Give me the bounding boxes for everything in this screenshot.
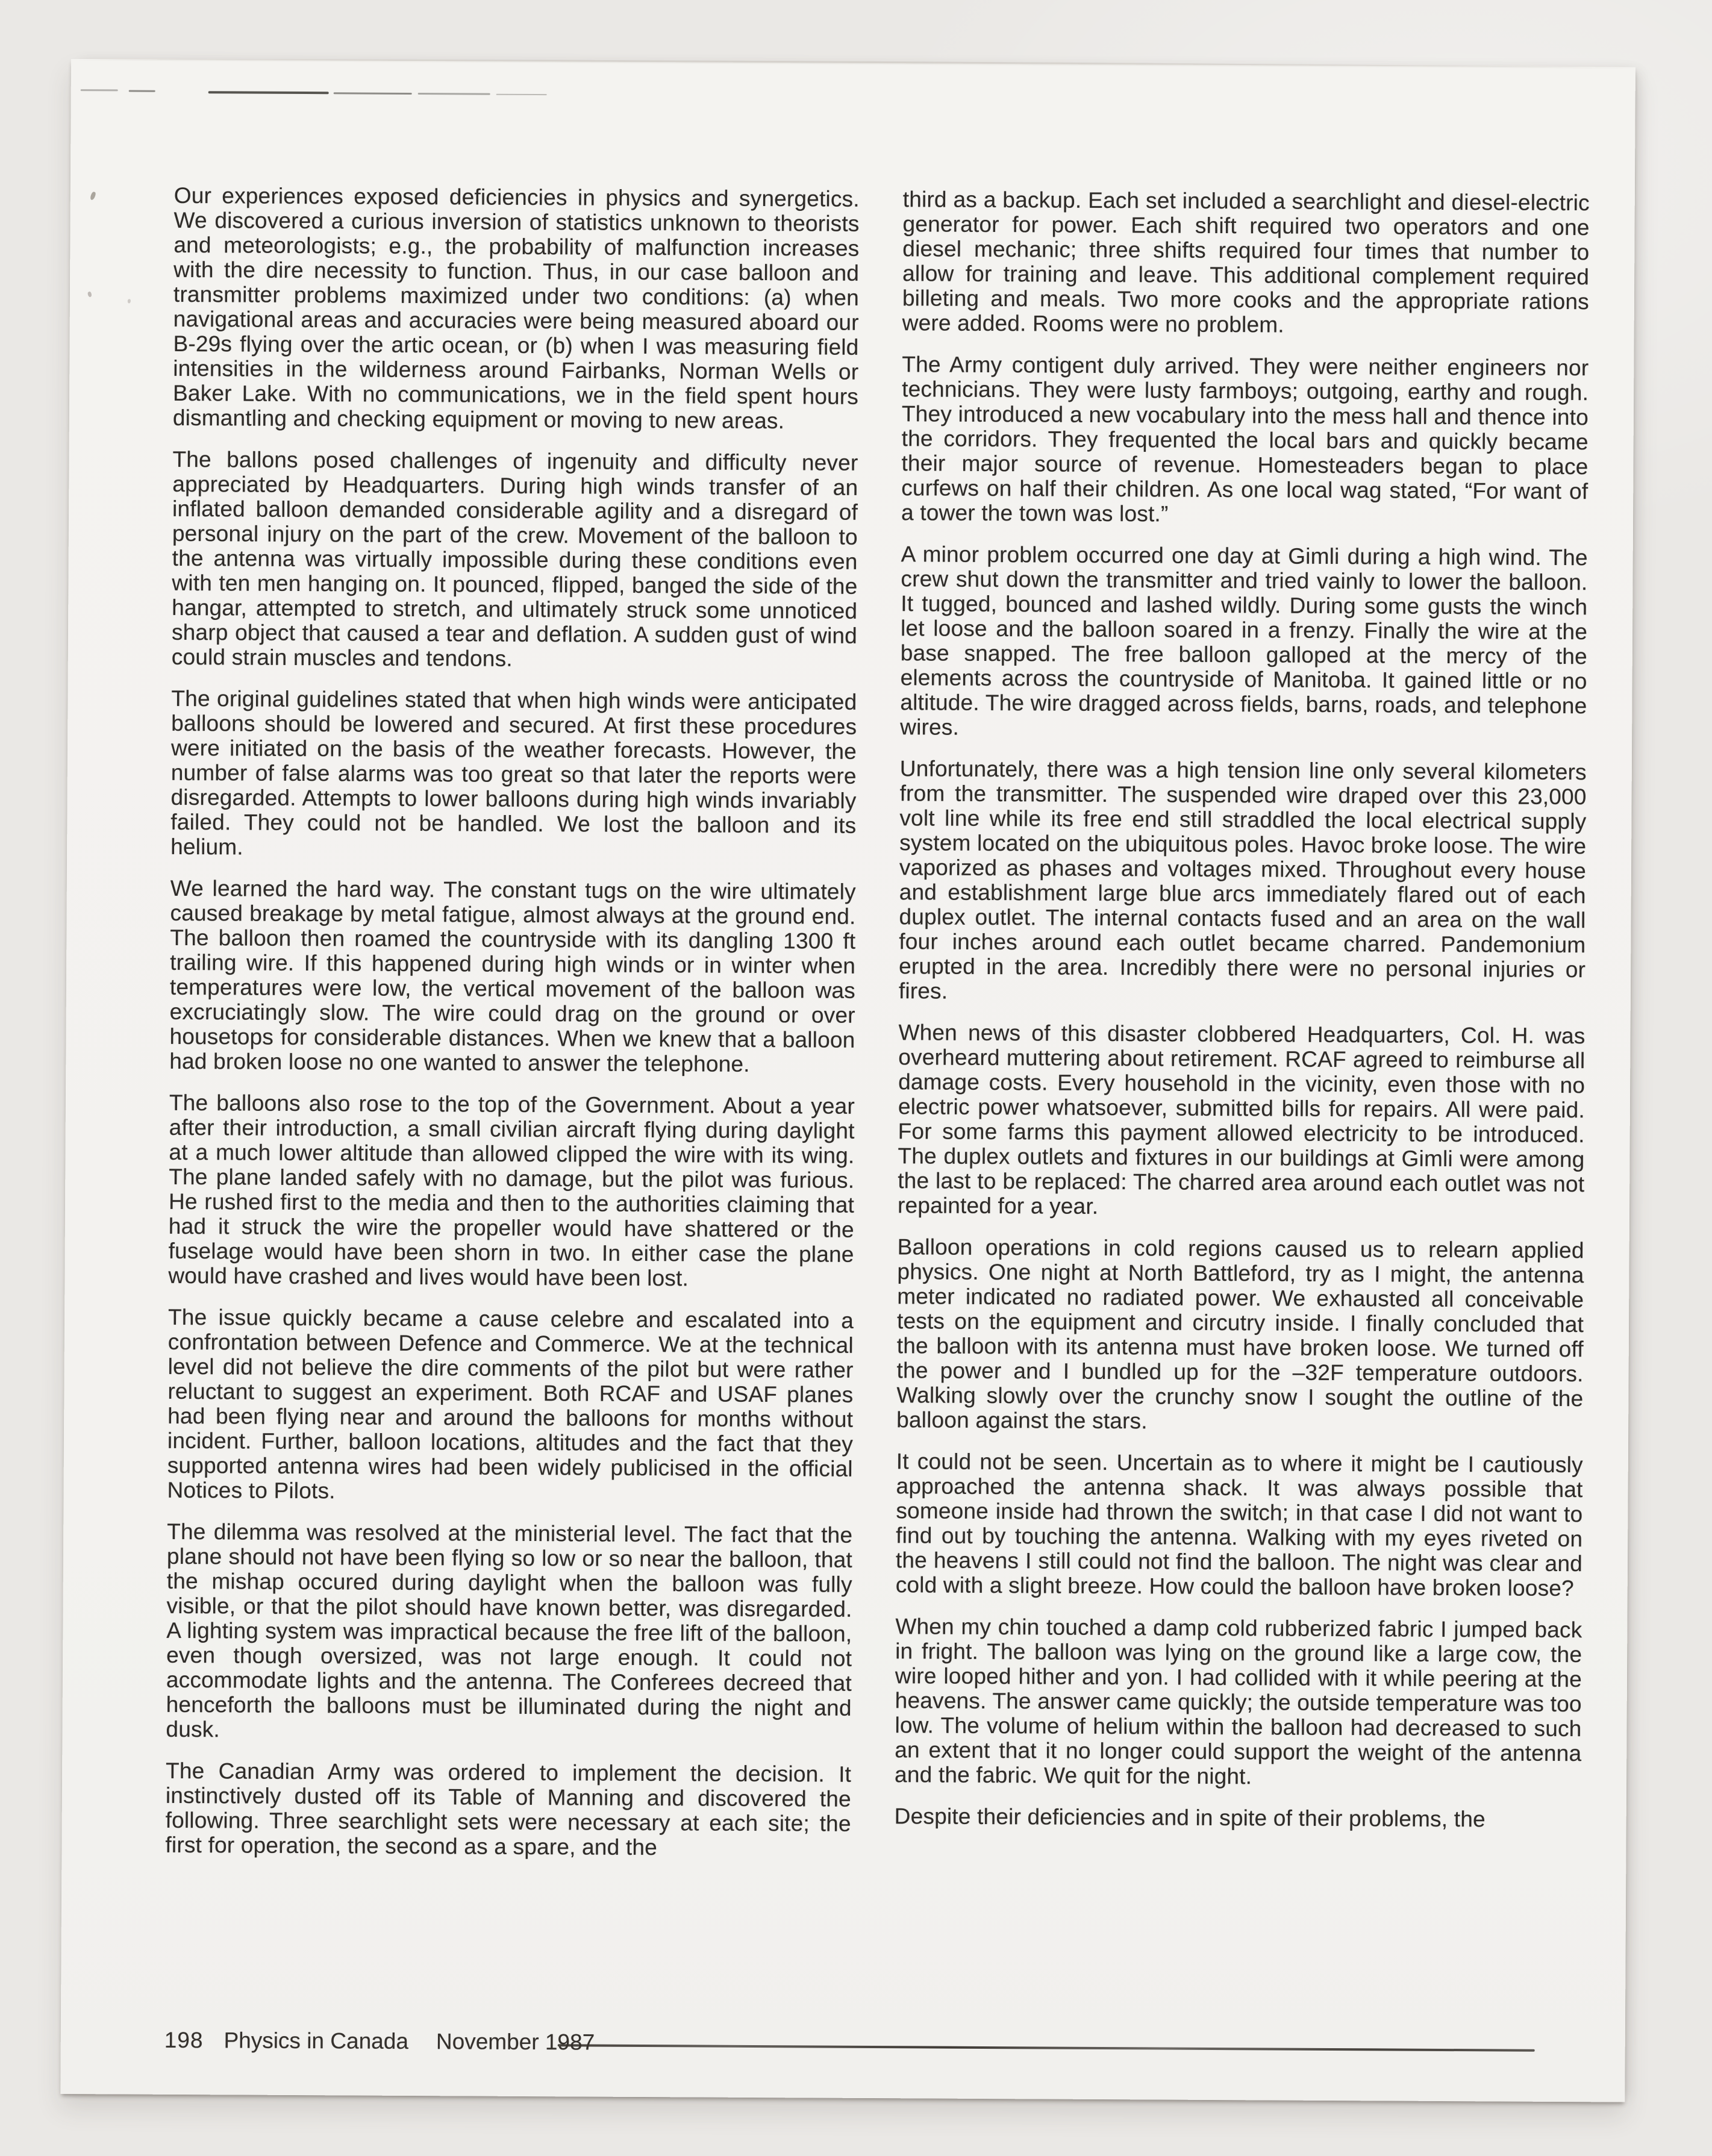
photocopy-artifact-line <box>71 59 1635 67</box>
right-column <box>894 187 1589 1849</box>
paragraph: Our experiences exposed deficiencies in physics and synergetics. We discovered a curious inversion of statistics unknown to theorists and meteorologists; e.g., the probability of malfunction increases with the dire necessity to function. Thus, in our case balloon and transmitter problems maximized under two conditions: (a) when navigational areas and accuracies were being measured aboard our B-29s flying over the artic ocean, or (b) when I was measuring field intensities in the wilderness around Fairbanks, Norman Wells or Baker Lake. With no communications, we in the field spent hours dismantling and checking equipment or moving to new areas. <box>172 183 860 434</box>
left-column <box>165 183 860 1878</box>
photocopy-dash <box>129 90 155 92</box>
paragraph: Unfortunately, there was a high tension line only several kilometers from the transmitter. The suspended wire draped over this 23,000 volt line while its free end still straddled the local electrical supply system located on the ubiquitous poles. Havoc broke loose. The wire vaporized as phases and voltages mixed. Throughout every house and establishment large blue arcs immediately flared out of each duplex outlet. The internal contacts fused and an area on the wall four inches around each outlet became charred. Pandemonium erupted in the area. Incredibly there were no personal injuries or fires. <box>898 756 1587 1004</box>
photocopy-dash <box>418 93 490 95</box>
paragraph: third as a backup. Each set included a searchlight and diesel-electric generator for power. Each shift required two operators and one diesel mechanic; three shifts required four times that number to allow for training and leave. This additional complement required billeting and meals. Two more cooks and the appropriate rations were added. Rooms were no problem. <box>902 187 1590 337</box>
document-page <box>60 59 1635 2102</box>
page-number: 198 <box>164 2027 204 2053</box>
photocopy-dash <box>208 91 329 94</box>
paragraph: We learned the hard way. The constant tugs on the wire ultimately caused breakage by metal fatigue, almost always at the ground end. The balloon then roamed the countryside with its dangling 1300 ft trailing wire. If this happened during high winds or in winter when temperatures were low, the vertical movement of the balloon was excruciatingly slow. The wire could drag on the ground or over housetops for considerable distances. When we knew that a balloon had broken loose no one wanted to answer the telephone. <box>169 875 856 1076</box>
photocopy-dash <box>334 92 412 95</box>
paragraph: It could not be seen. Uncertain as to where it might be I cautiously approached the antenna shack. It was always possible that someone inside had thrown the switch; in that case I did not want to find out by touching the antenna. Walking with my eyes riveted on the heavens I still could not find the balloon. The night was clear and cold with a slight breeze. How could the balloon have broken loose? <box>895 1449 1583 1601</box>
paragraph: The issue quickly became a cause celebre and escalated into a confrontation between Defence and Commerce. We at the technical level did not believe the dire comments of the pilot but were rather reluctant to suggest an experiment. Both RCAF and USAF planes had been flying near and around the balloons for months without incident. Further, balloon locations, altitudes and the fact that they supported antenna wires had been widely publicised in the official Notices to Pilots. <box>167 1304 854 1504</box>
scan-speck <box>128 299 131 303</box>
issue-date: November 1987 <box>436 2029 595 2055</box>
page-footer <box>164 2028 1544 2060</box>
scan-speck <box>90 191 96 200</box>
photocopy-dash <box>81 89 118 91</box>
paragraph: The Army contigent duly arrived. They were neither engineers nor technicians. They were lusty farmboys; outgoing, earthy and rough. They introduced a new vocabulary into the mess hall and thence into the corridors. They frequented the local bars and quickly became their major source of revenue. Homesteaders began to place curfews on half their children. As one local wag stated, “For want of a tower the town was lost.” <box>901 352 1589 527</box>
paragraph: The ballons posed challenges of ingenuity and difficulty never appreciated by Headquarters. During high winds transfer of an inflated balloon demanded considerable agility and a disregard of personal injury on the part of the crew. Movement of the balloon to the antenna was virtually impossible during these conditions even with ten men hanging on. It pounced, flipped, banged the side of the hangar, attempted to stretch, and ultimately struck some unnoticed sharp object that caused a tear and deflation. A sudden gust of wind could strain muscles and tendons. <box>171 446 858 671</box>
paragraph: A minor problem occurred one day at Gimli during a high wind. The crew shut down the transmitter and tried vainly to lower the balloon. It tugged, bounced and lashed wildly. During some gusts the winch let loose and the balloon soared in a frenzy. Finally the wire at the base snapped. The free balloon galloped at the mercy of the elements across the countryside of Manitoba. It gained little or no altitude. The wire dragged across fields, barns, roads, and telephone wires. <box>900 542 1588 740</box>
paragraph: The original guidelines stated that when high winds were anticipated balloons should be lowered and secured. At first these procedures were initiated on the basis of the weather forecasts. However, the number of false alarms was too great so that later the reports were disregarded. Attempts to lower balloons during high winds invariably failed. They could not be handled. We lost the balloon and its helium. <box>170 686 857 860</box>
footer-rule <box>558 2044 1535 2051</box>
paragraph: Despite their deficiencies and in spite of their problems, the <box>894 1804 1486 1832</box>
scan-speck <box>87 291 93 297</box>
photocopy-dash <box>496 94 547 95</box>
paragraph: The Canadian Army was ordered to implement the decision. It instinctively dusted off its Table of Manning and discovered the following. Three searchlight sets were necessary at each site; the first for operation, the second as a spare, and the <box>165 1758 852 1860</box>
paragraph: When news of this disaster clobbered Headquarters, Col. H. was overheard muttering about retirement. RCAF agreed to reimburse all damage costs. Every household in the vicinity, even those with no electric power whatsoever, submitted bills for repairs. All were paid. For some farms this payment allowed electricity to be introduced. The duplex outlets and fixtures in our buildings at Gimli were among the last to be replaced: The charred area around each outlet was not repainted for a year. <box>897 1020 1585 1219</box>
paragraph: The balloons also rose to the top of the Government. About a year after their introduction, a small civilian aircraft flying during daylight at a much lower altitude than allowed clipped the wire with its wing. The plane landed safely with no damage, but the pilot was furious. He rushed first to the media and then to the authorities claiming that had it struck the wire the propeller would have shattered or the fuselage would have been shorn in two. In either case the plane would have crashed and lives would have been lost. <box>168 1090 855 1291</box>
journal-title: Physics in Canada <box>223 2028 409 2054</box>
paragraph: Balloon operations in cold regions caused us to relearn applied physics. One night at North Battleford, try as I might, the antenna meter indicated no radiated power. We exhausted all conceivable tests on the equipment and circutry inside. I finally concluded that the balloon with its antenna must have broken loose. We turned off the power and I bundled up for the –32F temperature outdoors. Walking slowly over the crunchy snow I sought the outline of the balloon against the stars. <box>896 1234 1584 1434</box>
paragraph: The dilemma was resolved at the ministerial level. The fact that the plane should not have been flying so low or so near the balloon, that the mishap occured during daylight when the balloon was fully visible, or that the pilot should have known better, was disregarded. A lighting system was impractical because the free lift of the balloon, even though oversized, was not large enough. It could not accommodate lights and the antenna. The Conferees decreed that henceforth the balloons must be illuminated during the night and dusk. <box>166 1519 853 1742</box>
paragraph: When my chin touched a damp cold rubberized fabric I jumped back in fright. The balloon was lying on the ground like a large cow, the wire looped hither and yon. I had collided with it while peering at the heavens. The answer came quickly; the outside temperature was too low. The volume of helium within the balloon had decreased to such an extent that it no longer could support the weight of the antenna and the fabric. We quit for the night. <box>895 1614 1582 1789</box>
